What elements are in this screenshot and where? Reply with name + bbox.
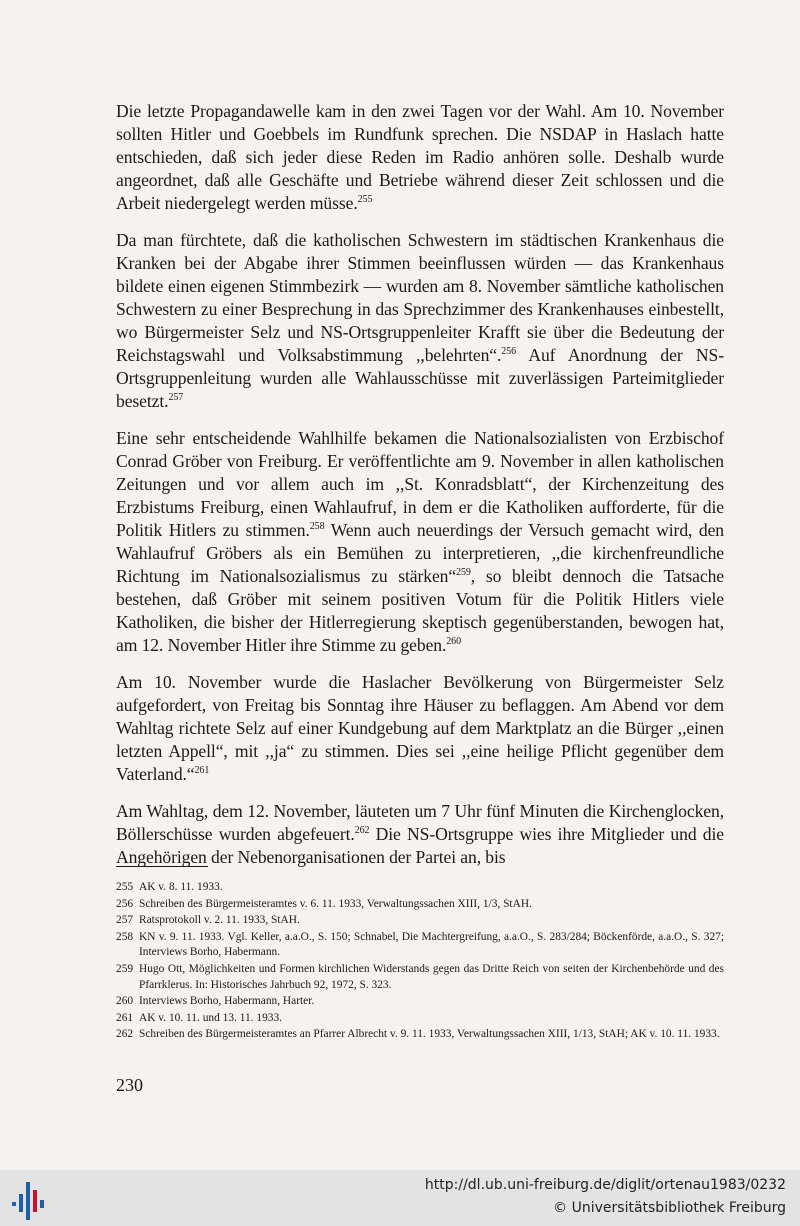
body-text <box>116 100 724 883</box>
footnote <box>116 897 724 913</box>
footnote-divider <box>116 866 208 867</box>
paragraph-text: , so bleibt dennoch die Tatsache bestehen, daß Gröber mit seinem positiven Votum für die Politik Hitlers viele Katholiken, die bisher der Hitlerregierung skeptisch gegenüberstanden, bewogen hat, am 12. November Hitler ihre Stimme zu geben. <box>116 566 724 655</box>
footnote-ref[interactable]: 262 <box>354 825 370 837</box>
footnote <box>116 930 724 961</box>
footnote-number: 257 <box>116 914 134 927</box>
paragraph-3 <box>116 427 724 657</box>
footnotes <box>116 880 724 1044</box>
paragraph-2 <box>116 229 724 413</box>
footnote-text: AK v. 10. 11. und 13. 11. 1933. <box>139 1011 283 1024</box>
footnote-text: AK v. 8. 11. 1933. <box>139 881 223 893</box>
footnote <box>116 880 724 896</box>
footnote <box>116 913 724 929</box>
paragraph-1 <box>116 100 724 215</box>
footnote-ref[interactable]: 258 <box>309 521 325 533</box>
footnote-number: 255 <box>116 881 134 893</box>
library-logo-icon <box>10 1178 50 1222</box>
footnote-ref[interactable]: 259 <box>456 567 471 579</box>
footnote-ref[interactable]: 255 <box>357 194 373 206</box>
paragraph-text: Die NS-Ortsgruppe wies ihre Mitglieder und die Angehörigen der Nebenorganisationen der Partei an, bis <box>116 824 724 867</box>
footnote <box>116 1011 724 1027</box>
footnote <box>116 994 724 1010</box>
footnote-ref[interactable]: 261 <box>194 765 210 777</box>
footnote-text: Hugo Ott, Möglichkeiten und Formen kirchlichen Widerstands gegen das Dritte Reich von seiten der Kirchenbehörde und des Pfarrklerus. In: Historisches Jahrbuch 92, 1972, S. 323. <box>139 962 724 991</box>
paragraph-text: Am 10. November wurde die Haslacher Bevölkerung von Bürgermeister Selz aufgefordert, von Freitag bis Sonntag ihre Häuser zu beflaggen. Am Abend vor dem Wahltag richtete Selz auf einer Kundgebung auf dem Marktplatz an die Bürger ,,einen letzten Appell“, mit ,,ja“ zu stimmen. Dies sei ,,eine heilige Pflicht gegenüber dem Vaterland.“ <box>116 672 724 784</box>
footnote-number: 261 <box>116 1011 134 1024</box>
paragraph-text: Auf Anordnung der NS-Ortsgruppenleitung wurden alle Wahlausschüsse mit zuverlässigen Parteimitglieder besetzt. <box>116 345 724 411</box>
footnote-text: Schreiben des Bürgermeisteramtes an Pfarrer Albrecht v. 9. 11. 1933, Verwaltungssachen XIII, 1/13, StAH; AK v. 10. 11. 1933. <box>139 1028 720 1041</box>
footnote-number: 259 <box>116 962 134 975</box>
paragraph-4 <box>116 671 724 786</box>
permalink-url[interactable]: http://dl.ub.uni-freiburg.de/diglit/ortenau1983/0232 <box>424 1177 786 1193</box>
paragraph-text: Am Wahltag, dem 12. November, läuteten um 7 Uhr fünf Minuten die Kirchenglocken, Böllerschüsse wurden abgefeuert. <box>116 801 724 844</box>
copyright-notice: © Universitätsbibliothek Freiburg <box>553 1200 786 1216</box>
footnote-number: 260 <box>116 995 134 1008</box>
footnote-ref[interactable]: 260 <box>446 636 461 648</box>
paragraph-text: Eine sehr entscheidende Wahlhilfe bekamen die Nationalsozialisten von Erzbischof Conrad Gröber von Freiburg. Er veröffentlichte am 9. November in allen katholischen Zeitungen und vor allem auch im ,,St. Konradsblatt“, der Kirchenzeitung des Erzbistums Freiburg, einen Wahlaufruf, in dem er die Katholiken aufforderte, für die Politik Hitlers zu stimmen. <box>116 428 724 540</box>
page-number: 230 <box>116 1075 143 1095</box>
footnote-ref[interactable]: 256 <box>501 346 516 358</box>
footnote-number: 262 <box>116 1028 134 1041</box>
paragraph-text: Wenn auch neuerdings der Versuch gemacht wird, den Wahlaufruf Gröbers als ein Bemühen zu interpretieren, ,,die kirchenfreundliche Richtung im Nationalsozialismus zu stärken“ <box>116 520 724 586</box>
footnote-text: Ratsprotokoll v. 2. 11. 1933, StAH. <box>139 914 300 927</box>
paragraph-5 <box>116 800 724 869</box>
footnote-text: Interviews Borho, Habermann, Harter. <box>139 995 315 1008</box>
footnote-text: KN v. 9. 11. 1933. Vgl. Keller, a.a.O., S. 150; Schnabel, Die Machtergreifung, a.a.O., S. 283/284; Böckenförde, a.a.O., S. 327; Interviews Borho, Habermann. <box>139 930 724 959</box>
footnote-number: 258 <box>116 930 134 943</box>
paragraph-text: Die letzte Propagandawelle kam in den zwei Tagen vor der Wahl. Am 10. November sollten Hitler und Goebbels im Rundfunk sprechen. Die NSDAP in Haslach hatte entschieden, daß sich jeder diese Reden im Radio anhören solle. Deshalb wurde angeordnet, daß alle Geschäfte und Betriebe während dieser Zeit schlossen und die Arbeit niedergelegt werden müsse. <box>116 101 724 213</box>
footnote-ref[interactable]: 257 <box>168 392 184 404</box>
footnote <box>116 1027 724 1043</box>
footnote-number: 256 <box>116 897 134 910</box>
paragraph-text: Da man fürchtete, daß die katholischen Schwestern im städtischen Krankenhaus die Kranken bei der Abgabe ihrer Stimmen beeinflussen würden — das Krankenhaus bildete einen eigenen Stimmbezirk — wurden am 8. November sämtliche katholischen Schwestern zu einer Besprechung in das Sprechzimmer des Krankenhauses einbestellt, wo Bürgermeister Selz und NS-Ortsgruppenleiter Krafft sie über die Bedeutung der Reichstagswahl und Volksabstimmung ,,belehrten“. <box>116 230 724 365</box>
viewer-footer <box>0 1170 800 1226</box>
footnote-text: Schreiben des Bürgermeisteramtes v. 6. 11. 1933, Verwaltungssachen XIII, 1/3, StAH. <box>139 897 532 910</box>
footnote <box>116 962 724 993</box>
